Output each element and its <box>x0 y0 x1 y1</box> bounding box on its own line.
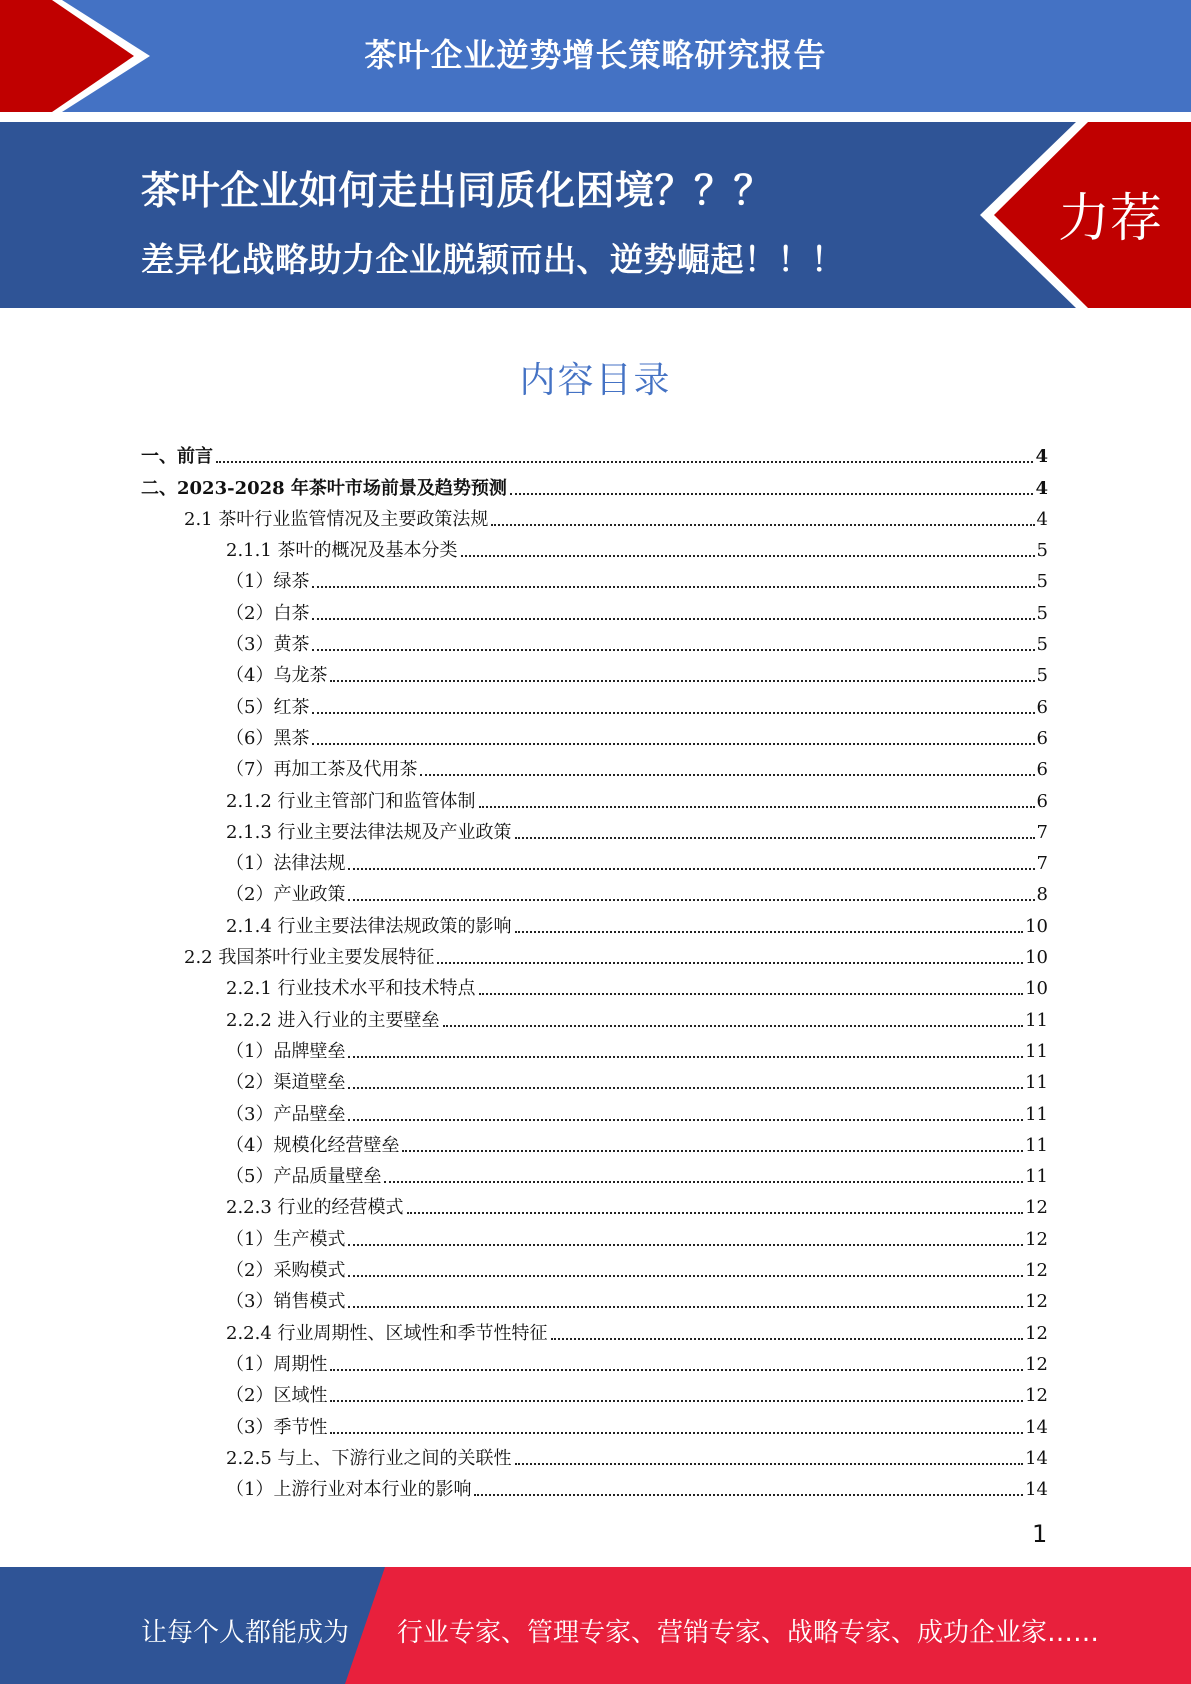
footer-slogan-left: 让每个人都能成为 <box>141 1618 350 1648</box>
toc-entry[interactable] <box>141 562 1048 593</box>
toc-leader-dots <box>348 1306 1023 1308</box>
toc-entry[interactable] <box>141 1439 1048 1470</box>
hero-headline-slogan: 差异化战略助力企业脱颖而出、逆势崛起！！！ <box>141 240 845 279</box>
toc-entry-label: 2.2.2 进入行业的主要壁垒 <box>226 1009 440 1031</box>
toc-entry[interactable] <box>141 500 1048 531</box>
toc-leader-dots <box>407 1212 1024 1214</box>
toc-leader-dots <box>474 1494 1023 1496</box>
toc-entry[interactable] <box>141 1094 1048 1125</box>
toc-leader-dots <box>312 743 1034 745</box>
toc-entry[interactable] <box>141 1313 1048 1344</box>
toc-leader-dots <box>312 586 1034 588</box>
toc-entry[interactable] <box>141 1000 1048 1031</box>
toc-leader-dots <box>348 1275 1023 1277</box>
toc-leader-dots <box>515 1463 1024 1465</box>
toc-entry[interactable] <box>141 1063 1048 1094</box>
toc-entry-label: （1）上游行业对本行业的影响 <box>226 1479 472 1501</box>
toc-entry[interactable] <box>141 593 1048 624</box>
toc-entry-label: （1）绿茶 <box>226 571 310 593</box>
toc-entry-label: 2.1.4 行业主要法律法规政策的影响 <box>226 915 512 937</box>
recommend-badge-text: 力荐 <box>1058 189 1163 249</box>
toc-entry-page: 11 <box>1025 1072 1048 1094</box>
toc-entry-label: 二、2023-2028 年茶叶市场前景及趋势预测 <box>141 477 507 499</box>
toc-leader-dots <box>491 524 1034 526</box>
toc-entry-page: 12 <box>1025 1385 1048 1407</box>
toc-leader-dots <box>479 806 1035 808</box>
toc-entry-label: （1）周期性 <box>226 1353 328 1375</box>
toc-entry-label: （1）生产模式 <box>226 1228 346 1250</box>
toc-leader-dots <box>330 1432 1023 1434</box>
toc-entry-page: 11 <box>1025 1166 1048 1188</box>
toc-entry-page: 4 <box>1035 446 1048 468</box>
toc-entry[interactable] <box>141 656 1048 687</box>
toc-entry-label: （4）乌龙茶 <box>226 665 328 687</box>
toc-leader-dots <box>437 962 1023 964</box>
toc-entry[interactable] <box>141 531 1048 562</box>
toc-entry-page: 12 <box>1025 1197 1048 1219</box>
toc-entry[interactable] <box>141 1407 1048 1438</box>
toc-entry[interactable] <box>141 1470 1048 1501</box>
toc-entry[interactable] <box>141 1188 1048 1219</box>
toc-entry-label: 2.1 茶叶行业监管情况及主要政策法规 <box>184 508 489 530</box>
toc-entry-page: 10 <box>1025 947 1048 969</box>
toc-leader-dots <box>515 931 1024 933</box>
toc-entry-label: （3）产品壁垒 <box>226 1103 346 1125</box>
toc-leader-dots <box>348 899 1034 901</box>
footer-slogan-right: 行业专家、管理专家、营销专家、战略专家、成功企业家…… <box>397 1618 1100 1648</box>
toc-entry-label: （4）规模化经营壁垒 <box>226 1134 400 1156</box>
toc-entry-label: 2.2.3 行业的经营模式 <box>226 1197 404 1219</box>
toc-entry-page: 11 <box>1025 1009 1048 1031</box>
toc-entry-label: （7）再加工茶及代用茶 <box>226 759 418 781</box>
toc-entry-page: 11 <box>1025 1103 1048 1125</box>
toc-entry[interactable] <box>141 1126 1048 1157</box>
toc-entry[interactable] <box>141 781 1048 812</box>
toc-entry[interactable] <box>141 844 1048 875</box>
toc-entry-label: （5）产品质量壁垒 <box>226 1166 382 1188</box>
toc-entry-page: 8 <box>1036 884 1048 906</box>
toc-entry-page: 4 <box>1036 508 1048 530</box>
toc-leader-dots <box>348 868 1034 870</box>
toc-entry-label: 2.1.3 行业主要法律法规及产业政策 <box>226 821 512 843</box>
toc-entry[interactable] <box>141 969 1048 1000</box>
hero-headline-question: 茶叶企业如何走出同质化困境？？？ <box>141 169 774 214</box>
toc-leader-dots <box>348 1087 1023 1089</box>
toc-entry-page: 12 <box>1025 1228 1048 1250</box>
toc-entry-page: 14 <box>1025 1479 1048 1501</box>
toc-leader-dots <box>312 712 1034 714</box>
toc-leader-dots <box>330 1400 1023 1402</box>
toc-leader-dots <box>443 1025 1024 1027</box>
toc-entry-page: 4 <box>1035 477 1048 499</box>
toc-entry-label: 2.2.1 行业技术水平和技术特点 <box>226 978 476 1000</box>
toc-entry-label: （2）采购模式 <box>226 1260 346 1282</box>
toc-entry-label: （2）渠道壁垒 <box>226 1072 346 1094</box>
toc-entry[interactable] <box>141 1345 1048 1376</box>
table-of-contents <box>141 437 1048 1501</box>
toc-entry-page: 5 <box>1036 540 1048 562</box>
toc-entry-label: 一、前言 <box>141 446 213 468</box>
toc-entry-label: （2）区域性 <box>226 1385 328 1407</box>
toc-entry-page: 7 <box>1036 821 1048 843</box>
toc-entry[interactable] <box>141 437 1048 468</box>
toc-entry-page: 6 <box>1036 790 1048 812</box>
toc-entry-label: （3）黄茶 <box>226 634 310 656</box>
toc-leader-dots <box>348 1244 1023 1246</box>
toc-entry[interactable] <box>141 719 1048 750</box>
toc-entry[interactable] <box>141 938 1048 969</box>
toc-leader-dots <box>515 837 1035 839</box>
page-number: 1 <box>1032 1520 1048 1548</box>
toc-entry-page: 12 <box>1025 1353 1048 1375</box>
toc-entry-page: 14 <box>1025 1447 1048 1469</box>
toc-entry-label: 2.1.1 茶叶的概况及基本分类 <box>226 540 458 562</box>
toc-leader-dots <box>312 618 1034 620</box>
toc-entry[interactable] <box>141 468 1048 499</box>
toc-leader-dots <box>330 1369 1023 1371</box>
toc-entry[interactable] <box>141 625 1048 656</box>
toc-entry-label: 2.2 我国茶叶行业主要发展特征 <box>184 947 435 969</box>
toc-leader-dots <box>384 1181 1023 1183</box>
toc-entry-label: （3）季节性 <box>226 1416 328 1438</box>
toc-entry[interactable] <box>141 750 1048 781</box>
toc-entry-page: 5 <box>1036 665 1048 687</box>
toc-entry-page: 5 <box>1036 602 1048 624</box>
toc-entry-label: （2）白茶 <box>226 602 310 624</box>
toc-leader-dots <box>461 555 1035 557</box>
toc-entry[interactable] <box>141 875 1048 906</box>
toc-leader-dots <box>216 461 1033 463</box>
toc-entry-label: 2.2.5 与上、下游行业之间的关联性 <box>226 1447 512 1469</box>
toc-entry-label: 2.1.2 行业主管部门和监管体制 <box>226 790 476 812</box>
toc-entry-label: 2.2.4 行业周期性、区域性和季节性特征 <box>226 1322 548 1344</box>
toc-leader-dots <box>510 493 1034 495</box>
toc-entry[interactable] <box>141 1376 1048 1407</box>
toc-entry-page: 5 <box>1036 571 1048 593</box>
toc-entry-page: 6 <box>1036 696 1048 718</box>
toc-entry[interactable] <box>141 687 1048 718</box>
toc-entry[interactable] <box>141 1157 1048 1188</box>
toc-leader-dots <box>330 680 1034 682</box>
toc-leader-dots <box>479 993 1024 995</box>
toc-title: 内容目录 <box>519 360 672 401</box>
toc-entry-label: （2）产业政策 <box>226 884 346 906</box>
toc-entry-page: 6 <box>1036 759 1048 781</box>
toc-entry-page: 12 <box>1025 1260 1048 1282</box>
toc-entry-page: 14 <box>1025 1416 1048 1438</box>
toc-entry[interactable] <box>141 1032 1048 1063</box>
toc-entry[interactable] <box>141 813 1048 844</box>
toc-entry-page: 5 <box>1036 634 1048 656</box>
toc-leader-dots <box>312 649 1034 651</box>
toc-leader-dots <box>348 1056 1023 1058</box>
toc-entry[interactable] <box>141 906 1048 937</box>
toc-entry[interactable] <box>141 1282 1048 1313</box>
report-title: 茶叶企业逆势增长策略研究报告 <box>364 36 827 74</box>
toc-entry-page: 12 <box>1025 1291 1048 1313</box>
toc-entry[interactable] <box>141 1251 1048 1282</box>
toc-leader-dots <box>402 1150 1023 1152</box>
toc-entry-page: 10 <box>1025 978 1048 1000</box>
toc-entry-label: （3）销售模式 <box>226 1291 346 1313</box>
toc-entry-page: 12 <box>1025 1322 1048 1344</box>
toc-entry-page: 11 <box>1025 1040 1048 1062</box>
toc-entry-page: 10 <box>1025 915 1048 937</box>
toc-entry-label: （1）品牌壁垒 <box>226 1040 346 1062</box>
toc-entry-page: 11 <box>1025 1134 1048 1156</box>
toc-entry-page: 6 <box>1036 727 1048 749</box>
toc-leader-dots <box>420 774 1034 776</box>
toc-leader-dots <box>348 1119 1023 1121</box>
toc-entry-label: （6）黑茶 <box>226 727 310 749</box>
toc-leader-dots <box>551 1338 1024 1340</box>
toc-entry-label: （5）红茶 <box>226 696 310 718</box>
toc-entry-page: 7 <box>1036 853 1048 875</box>
toc-entry[interactable] <box>141 1219 1048 1250</box>
toc-entry-label: （1）法律法规 <box>226 853 346 875</box>
